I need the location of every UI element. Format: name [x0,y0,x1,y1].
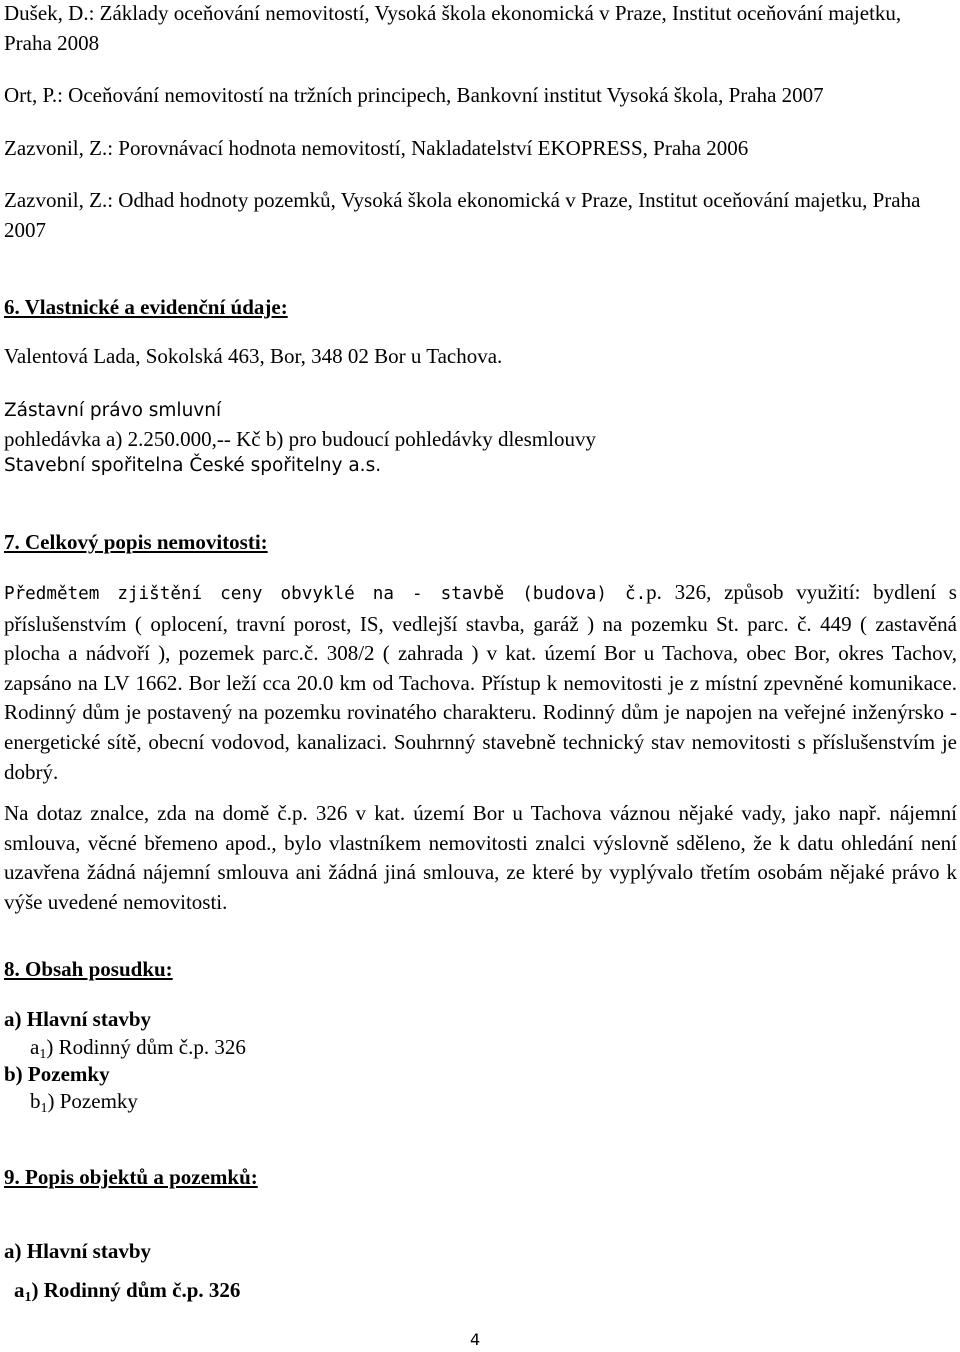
section-7-heading: 7. Celkový popis nemovitosti: [4,530,268,554]
section-9-main-buildings: a) Hlavní stavby [4,1239,152,1263]
section-6-heading: 6. Vlastnické a evidenční údaje: [4,295,288,319]
reference-ort: Ort, P.: Oceňování nemovitostí na tržních principech, Bankovní institut Vysoká škola, Praha 2007 [4,83,824,107]
section-9-heading: 9. Popis objektů a pozemků: [4,1165,258,1189]
section-8-item-b1: $b_1$) Pozemky [30,1089,138,1116]
encumbrance-paragraph: Na dotaz znalce, zda na domě č.p. 326 v kat. území Bor u Tachova váznou nějaké vady, jako např. nájemní smlouva, věcné břemeno apod., bylo vlastníkem nemovitosti znalci výslovně sděleno, že k datu ohledání není uzavřena žádná nájemní smlouva ani žádná jiná smlouva, ze které by vyplývalo třetím osobám nějaké právo k výše uvedené nemovitosti. [4,801,957,914]
owner-line: Valentová Lada, Sokolská 463, Bor, 348 02 Bor u Tachova. [4,344,503,368]
property-description-body: p. 326, způsob využití: bydlení s příslušenstvím ( oplocení, travní porost, IS, vedlejší stavba, garáž ) na pozemku St. parc. č. 449 ( zastavěná plocha a nádvoří ), pozemek parc.č. 308/2 ( zahrada ) v kat. území Bor u Tachova, obec Bor, okres Tachov, zapsáno na LV 1662. Bor leží cca 20.0 km od Tachova. Přístup k nemovitosti je z místní zpevněné komunikace. Rodinný dům je postavený na pozemku rovinatého charakteru. Rodinný dům je napojen na veřejné inženýrsko - energetické sítě, obecní vodovod, kanalizaci. Souhrnný stavebně technický stav nemovitosti s příslušenstvím je dobrý. [4,580,957,784]
property-description-paragraph [4,578,957,787]
section-8-item-a1: $a_1$) Rodinný dům č.p. 326 [30,1035,246,1062]
lien-line-1: Zástavní právo smluvní [4,400,222,421]
section-9-item-a1: $a_1$) Rodinný dům č.p. 326 [14,1278,241,1305]
reference-zazvonil-porovnavaci: Zazvonil, Z.: Porovnávací hodnota nemovitostí, Nakladatelství EKOPRESS, Praha 2006 [4,136,749,160]
lien-line-2: pohledávka a) 2.250.000,-- Kč b) pro budoucí pohledávky dlesmlouvy [4,427,596,451]
reference-zazvonil-odhad: Zazvonil, Z.: Odhad hodnoty pozemků, Vysoká škola ekonomická v Praze, Institut oceňování majetku, Praha 2007 [4,188,921,242]
reference-dusek: Dušek, D.: Základy oceňování nemovitostí, Vysoká škola ekonomická v Praze, Institut oceňování majetku, Praha 2008 [4,1,902,55]
property-description-lead: Předmětem zjištění ceny obvyklé na - stavbě (budova) č. [4,584,647,604]
page-number: 4 [470,1330,481,1349]
section-8-main-buildings: a) Hlavní stavby [4,1007,152,1031]
section-8-heading: 8. Obsah posudku: [4,957,173,981]
section-8-land: b) Pozemky [4,1062,110,1086]
lien-line-3: Stavební spořitelna České spořitelny a.s. [4,455,382,476]
